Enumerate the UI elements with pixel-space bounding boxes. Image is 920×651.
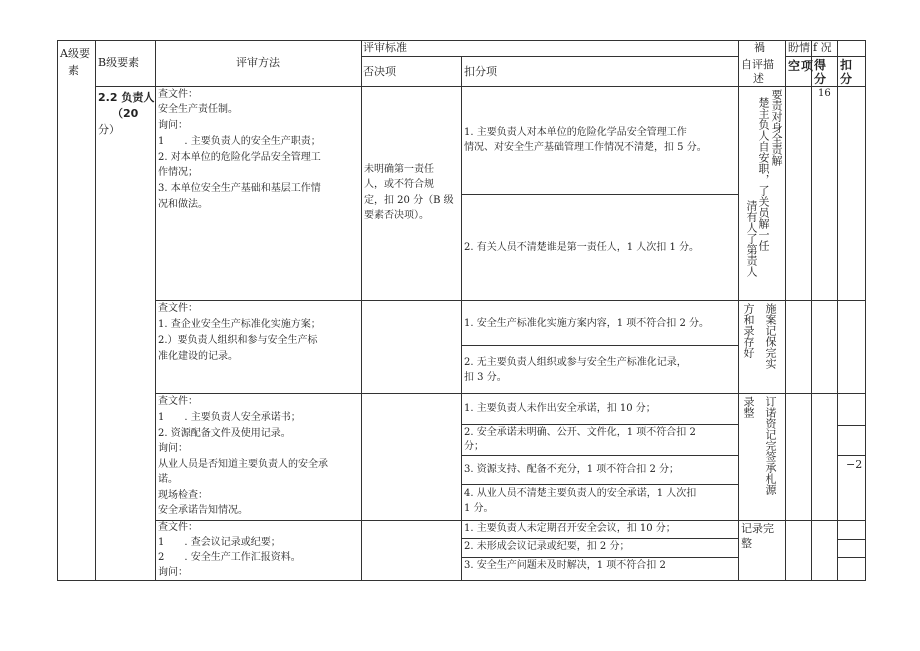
method-line: 1 . 主要负责人的安全生产职责； [158,136,321,147]
score-value: 16 [818,88,831,99]
standard-header: 评审标准 [363,41,407,54]
method-line: 2.）要负责人组织和参与安全生产标 [158,335,318,346]
a-level-header-line2: 素 [68,64,79,77]
self-desc-column: 方和录存好 [742,303,755,358]
deduction-header: 扣分项 [464,65,497,78]
self-desc-column: 楚主负人自安职，了关员解一任 [757,97,770,251]
veto-line: 未明确第一责任 [364,164,434,175]
method-line: 准化建设的记录。 [158,351,238,362]
deduction-item: 1 分。 [464,503,494,514]
self-desc-column: 订诺资记完签承札源 [764,396,777,495]
method-line: 查文件： [158,396,198,407]
method-line: 作情况； [158,167,198,178]
deduction-item: 分； [464,441,484,452]
self-desc-header-line1: 自评描 [741,58,774,71]
deduction-item: 扣 3 分。 [464,372,507,383]
element-points: （20 [112,107,139,120]
situation-header-part1: 禍 [754,41,765,54]
score-header-line2: 分 [814,72,827,86]
method-line: 况和做法。 [158,199,208,210]
method-line: 2 . 安全生产工作汇报资料。 [158,552,301,563]
empty-item-header-line2: 项 [801,59,814,73]
method-line: 安全生产责任制。 [158,104,238,115]
method-line: 查文件： [158,89,198,100]
deduction-item: 情况、对安全生产基础管理工作情况不清楚，扣 5 分。 [464,142,707,153]
method-line: 从业人员是否知道主要负责人的安全承 [158,459,328,470]
self-desc-line: 整 [741,537,752,550]
empty-item-header-line1: 空 [788,59,801,73]
method-line: 诺。 [158,474,178,485]
element-label: 2.2 负责人 [98,91,155,104]
veto-line: 定，扣 20 分（B 级 [364,195,454,206]
deduction-item: 1. 主要负责人对本单位的危险化学品安全管理工作 [464,127,687,138]
method-line: 询问： [158,443,188,454]
self-desc-column: 录整 [742,396,755,418]
method-line: 1. 查企业安全生产标准化实施方案； [158,319,321,330]
method-line: 2. 对本单位的危险化学品安全管理工 [158,152,321,163]
method-line: 安全承诺告知情况。 [158,505,248,516]
deduction-item: 1. 安全生产标准化实施方案内容，1 项不符合扣 2 分。 [464,318,709,329]
method-line: 查文件： [158,303,198,314]
deduct-header-line2: 分 [840,72,853,86]
b-level-header: B级要素 [98,56,140,69]
deduction-item: 3. 安全生产问题未及时解决，1 项不符合扣 2 [464,560,666,571]
deduct-value: −2 [846,458,863,471]
deduction-item: 2. 安全承诺未明确、公开、文件化，1 项不符合扣 2 [464,427,696,438]
score-header-line1: 得 [814,58,827,72]
method-line: 1 . 主要负责人安全承诺书； [158,412,301,423]
veto-line: 要素否决项）。 [364,210,429,221]
method-line: 1 . 查会议记录或纪要； [158,537,281,548]
deduction-item: 2. 有关人员不清楚谁是第一责任人，1 人次扣 1 分。 [464,242,699,253]
method-header: 评审方法 [236,56,280,69]
self-desc-column: 清有人了第责人 [745,200,758,277]
element-points-unit: 分） [98,123,120,136]
method-line: 询问： [158,567,188,578]
self-desc-header-line2: 述 [753,72,764,85]
veto-line: 人，或不符合规 [364,179,434,190]
deduction-item: 2. 无主要负责人组织或参与安全生产标准化记录， [464,357,687,368]
method-line: 3. 本单位安全生产基础和基层工作情 [158,183,321,194]
deduction-item: 1. 主要负责人未作出安全承诺，扣 10 分； [464,403,656,414]
situation-header-part3: f 况 [813,41,832,54]
method-line: 询问： [158,120,188,131]
self-desc-line: 记录完 [741,522,774,535]
deduction-item: 4. 从业人员不清楚主要负责人的安全承诺，1 人次扣 [464,488,697,499]
a-level-header-line1: A级要 [60,47,90,60]
deduct-header-line1: 扣 [840,58,853,72]
veto-header: 否决项 [363,65,396,78]
method-line: 查文件： [158,522,198,533]
self-desc-column: 施案记保完实 [764,303,777,369]
situation-header-part2: 盼情 [788,41,810,54]
method-line: 2. 资源配备文件及使用记录。 [158,428,291,439]
deduction-item: 3. 资源支持、配备不充分，1 项不符合扣 2 分； [464,464,679,475]
deduction-item: 2. 未形成会议记录或纪要，扣 2 分； [464,541,630,552]
deduction-item: 1. 主要负责人未定期召开安全会议，扣 10 分； [464,523,676,534]
method-line: 现场检查： [158,490,208,501]
self-desc-column: 要责对身全责解 [770,89,783,166]
